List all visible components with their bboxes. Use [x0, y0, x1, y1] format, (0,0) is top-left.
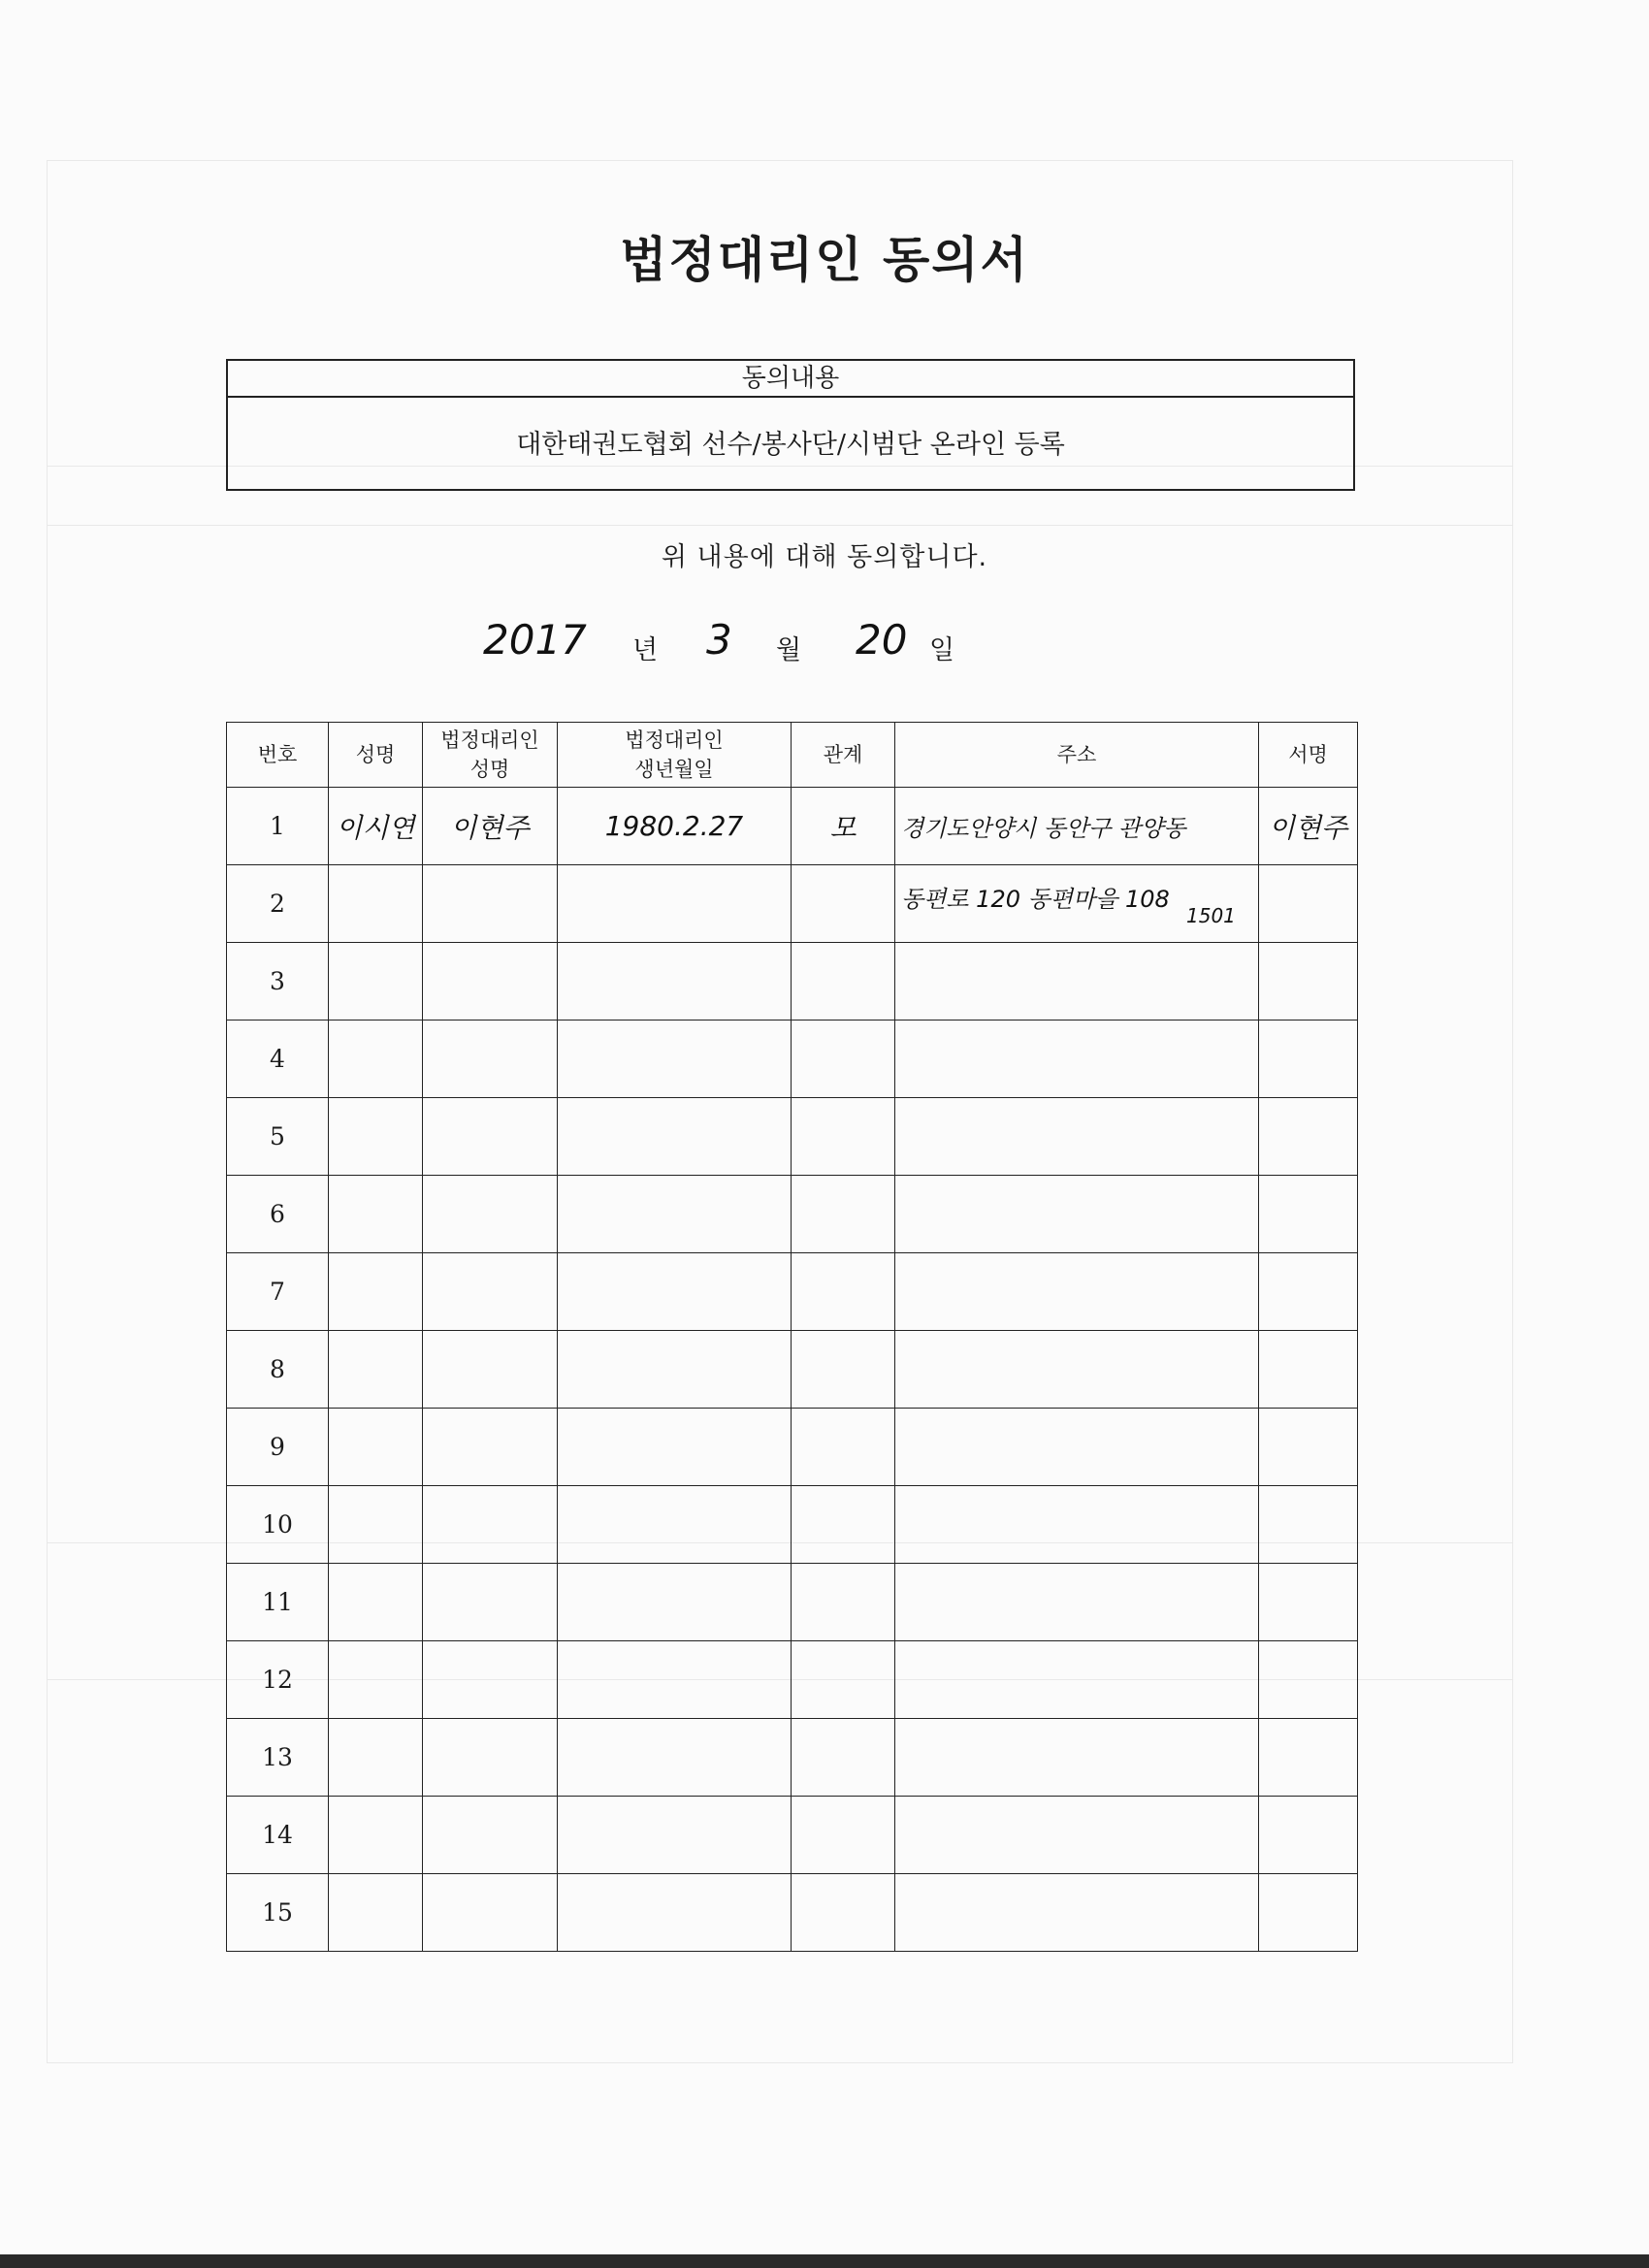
address-line3: 1501	[1186, 904, 1236, 927]
consent-content-box	[226, 359, 1355, 491]
row-guardian-name: 이현주	[423, 788, 558, 865]
table-row	[227, 1176, 1358, 1253]
row-relation	[792, 1486, 895, 1564]
row-name	[329, 1098, 423, 1176]
row-guardian-birth	[558, 865, 792, 943]
row-signature	[1259, 1486, 1358, 1564]
row-guardian-name	[423, 1098, 558, 1176]
header-no-label: 번호	[257, 743, 298, 766]
row-address	[895, 1331, 1259, 1409]
row-guardian-name	[423, 1409, 558, 1486]
row-no: 1	[227, 788, 329, 865]
row-no: 9	[227, 1409, 329, 1486]
row-relation	[792, 1797, 895, 1874]
row-guardian-name	[423, 865, 558, 943]
row-guardian-birth: 1980.2.27	[558, 788, 792, 865]
address-line1: 경기도안양시 동안구 관양동	[901, 815, 1186, 842]
date-year-unit: 년	[632, 635, 659, 665]
row-address	[895, 1409, 1259, 1486]
row-no: 10	[227, 1486, 329, 1564]
row-name	[329, 1021, 423, 1098]
address-line2: 동편로 120 동편마을 108	[901, 886, 1170, 913]
row-signature: 이현주	[1259, 788, 1358, 865]
row-relation	[792, 1719, 895, 1797]
row-signature	[1259, 1176, 1358, 1253]
row-signature	[1259, 1331, 1358, 1409]
row-signature	[1259, 943, 1358, 1021]
row-no: 5	[227, 1098, 329, 1176]
row-signature	[1259, 1797, 1358, 1874]
row-relation	[792, 1874, 895, 1952]
table-header-row	[227, 723, 1358, 788]
row-guardian-birth	[558, 1331, 792, 1409]
row-signature	[1259, 1564, 1358, 1641]
row-name	[329, 1719, 423, 1797]
table-row	[227, 1021, 1358, 1098]
row-name	[329, 1253, 423, 1331]
address-wrapper	[895, 788, 1258, 927]
row-no: 3	[227, 943, 329, 1021]
row-signature	[1259, 1874, 1358, 1952]
row-relation	[792, 1409, 895, 1486]
table-row	[227, 1719, 1358, 1797]
row-no: 15	[227, 1874, 329, 1952]
row-address	[895, 1021, 1259, 1098]
row-address	[895, 1486, 1259, 1564]
row-relation	[792, 1564, 895, 1641]
date-day-unit: 일	[929, 635, 955, 665]
row-guardian-name	[423, 943, 558, 1021]
row-address	[895, 1253, 1259, 1331]
row-name	[329, 1564, 423, 1641]
row-address	[895, 1641, 1259, 1719]
date-year-handwritten: 2017	[483, 616, 587, 664]
header-guardian-birth	[558, 723, 792, 788]
row-relation	[792, 1253, 895, 1331]
row-name	[329, 943, 423, 1021]
table-row	[227, 1098, 1358, 1176]
row-guardian-birth	[558, 1176, 792, 1253]
row-no: 14	[227, 1797, 329, 1874]
consent-content-header: 동의내용	[228, 361, 1353, 398]
header-signature-label: 서명	[1288, 743, 1328, 766]
row-guardian-name	[423, 1176, 558, 1253]
table-row	[227, 1486, 1358, 1564]
row-relation	[792, 865, 895, 943]
row-guardian-birth	[558, 1409, 792, 1486]
row-address	[895, 1564, 1259, 1641]
guardian-table	[226, 722, 1358, 1952]
row-address	[895, 1098, 1259, 1176]
row-relation	[792, 1176, 895, 1253]
row-relation	[792, 1641, 895, 1719]
row-guardian-birth	[558, 1874, 792, 1952]
header-relation-label: 관계	[823, 743, 863, 766]
table-row	[227, 788, 1358, 865]
row-no: 11	[227, 1564, 329, 1641]
row-name	[329, 1874, 423, 1952]
row-relation	[792, 1098, 895, 1176]
row-no: 8	[227, 1331, 329, 1409]
table-row	[227, 1409, 1358, 1486]
header-guardian-birth-line1: 법정대리인	[625, 729, 724, 752]
row-name	[329, 1486, 423, 1564]
row-guardian-name	[423, 1797, 558, 1874]
row-guardian-name	[423, 1874, 558, 1952]
header-guardian-name-line1: 법정대리인	[440, 729, 539, 752]
row-relation: 모	[792, 788, 895, 865]
table-row	[227, 943, 1358, 1021]
row-guardian-name	[423, 1021, 558, 1098]
date-month-unit: 월	[776, 635, 802, 665]
row-address	[895, 943, 1259, 1021]
row-no: 4	[227, 1021, 329, 1098]
row-guardian-birth	[558, 1021, 792, 1098]
row-address	[895, 788, 1259, 927]
row-signature	[1259, 1021, 1358, 1098]
row-name: 이시연	[329, 788, 423, 865]
row-no: 6	[227, 1176, 329, 1253]
header-name	[329, 723, 423, 788]
header-name-label: 성명	[355, 743, 396, 766]
row-guardian-birth	[558, 943, 792, 1021]
row-guardian-birth	[558, 1719, 792, 1797]
agree-statement: 위 내용에 대해 동의합니다.	[661, 542, 988, 572]
date-month-handwritten: 3	[706, 616, 732, 664]
row-signature	[1259, 1409, 1358, 1486]
header-guardian-birth-line2: 생년월일	[634, 758, 714, 781]
row-no: 2	[227, 865, 329, 943]
header-relation	[792, 723, 895, 788]
table-row	[227, 1641, 1358, 1719]
row-guardian-name	[423, 1719, 558, 1797]
row-address	[895, 1176, 1259, 1253]
row-name	[329, 1176, 423, 1253]
row-guardian-birth	[558, 1641, 792, 1719]
row-no: 12	[227, 1641, 329, 1719]
row-signature	[1259, 865, 1358, 943]
row-relation	[792, 1021, 895, 1098]
row-guardian-name	[423, 1253, 558, 1331]
row-guardian-birth	[558, 1253, 792, 1331]
table-row	[227, 1331, 1358, 1409]
row-guardian-name	[423, 1564, 558, 1641]
row-no: 7	[227, 1253, 329, 1331]
table-row	[227, 1874, 1358, 1952]
row-address	[895, 1874, 1259, 1952]
row-relation	[792, 1331, 895, 1409]
table-row	[227, 1253, 1358, 1331]
row-guardian-name	[423, 1331, 558, 1409]
row-signature	[1259, 1641, 1358, 1719]
row-address	[895, 1719, 1259, 1797]
row-name	[329, 1409, 423, 1486]
row-signature	[1259, 1719, 1358, 1797]
header-address	[895, 723, 1259, 788]
row-guardian-birth	[558, 1486, 792, 1564]
row-name	[329, 1797, 423, 1874]
row-guardian-birth	[558, 1098, 792, 1176]
header-guardian-name	[423, 723, 558, 788]
header-no	[227, 723, 329, 788]
header-guardian-name-line2: 성명	[469, 758, 510, 781]
row-address	[895, 1797, 1259, 1874]
scan-bottom-edge	[0, 2254, 1649, 2268]
row-signature	[1259, 1253, 1358, 1331]
row-relation	[792, 943, 895, 1021]
consent-content-body: 대한태권도협회 선수/봉사단/시범단 온라인 등록	[516, 430, 1065, 460]
date-day-handwritten: 20	[856, 616, 908, 664]
table-row	[227, 1564, 1358, 1641]
document-title: 법정대리인 동의서	[620, 231, 1029, 288]
header-address-label: 주소	[1056, 743, 1097, 766]
row-name	[329, 1331, 423, 1409]
row-guardian-name	[423, 1641, 558, 1719]
row-name	[329, 865, 423, 943]
row-guardian-birth	[558, 1564, 792, 1641]
row-name	[329, 1641, 423, 1719]
table-row	[227, 1797, 1358, 1874]
row-guardian-birth	[558, 1797, 792, 1874]
row-no: 13	[227, 1719, 329, 1797]
header-signature	[1259, 723, 1358, 788]
row-signature	[1259, 1098, 1358, 1176]
row-guardian-name	[423, 1486, 558, 1564]
